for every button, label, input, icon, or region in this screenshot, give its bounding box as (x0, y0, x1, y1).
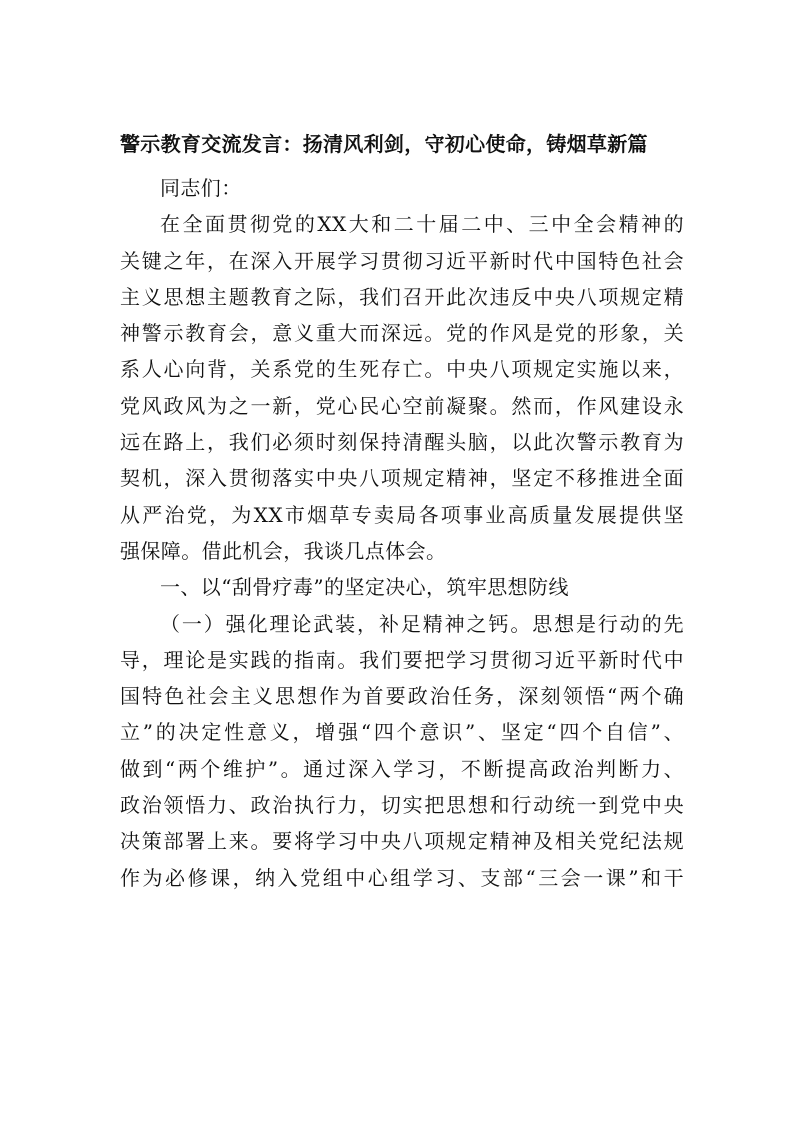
paragraph-line: 立”的决定性意义，增强“四个意识”、坚定“四个自信”、 (120, 720, 684, 745)
paragraph-line: 同志们： (160, 176, 242, 200)
paragraph-line: 做到“两个维护”。通过深入学习，不断提高政治判断力、 (120, 756, 684, 781)
document-title: 警示教育交流发言：扬清风利剑，守初心使命，铸烟草新篇 (120, 132, 648, 156)
paragraph-line: 远在路上，我们必须时刻保持清醒头脑，以此次警示教育为 (120, 430, 684, 455)
paragraph-line: 在全面贯彻党的XX大和二十届二中、三中全会精神的 (160, 212, 684, 237)
paragraph-line: 从严治党，为XX市烟草专卖局各项事业高质量发展提供坚 (120, 502, 684, 527)
paragraph-line: 系人心向背，关系党的生死存亡。中央八项规定实施以来， (120, 357, 684, 382)
paragraph-line: 强保障。借此机会，我谈几点体会。 (120, 538, 447, 563)
paragraph-line: 决策部署上来。要将学习中央八项规定精神及相关党纪法规 (120, 829, 684, 854)
paragraph-line: 契机，深入贯彻落实中央八项规定精神，坚定不移推进全面 (120, 466, 684, 491)
paragraph-line: 党风政风为之一新，党心民心空前凝聚。然而，作风建设永 (120, 393, 684, 418)
paragraph-line: 一、以“刮骨疗毒”的坚定决心，筑牢思想防线 (160, 575, 569, 600)
paragraph-line: 国特色社会主义思想作为首要政治任务，深刻领悟“两个确 (120, 684, 684, 709)
paragraph-line: 政治领悟力、政治执行力，切实把思想和行动统一到党中央 (120, 793, 684, 818)
paragraph-line: 作为必修课，纳入党组中心组学习、支部“三会一课”和干 (120, 865, 684, 890)
paragraph-line: 神警示教育会，意义重大而深远。党的作风是党的形象，关 (120, 321, 684, 346)
paragraph-line: 导，理论是实践的指南。我们要把学习贯彻习近平新时代中 (120, 647, 684, 672)
paragraph-line: 主义思想主题教育之际，我们召开此次违反中央八项规定精 (120, 284, 684, 309)
document-body (120, 170, 684, 896)
paragraph-line: 关键之年，在深入开展学习贯彻习近平新时代中国特色社会 (120, 248, 684, 273)
paragraph-line: （一）强化理论武装，补足精神之钙。思想是行动的先 (160, 611, 684, 636)
